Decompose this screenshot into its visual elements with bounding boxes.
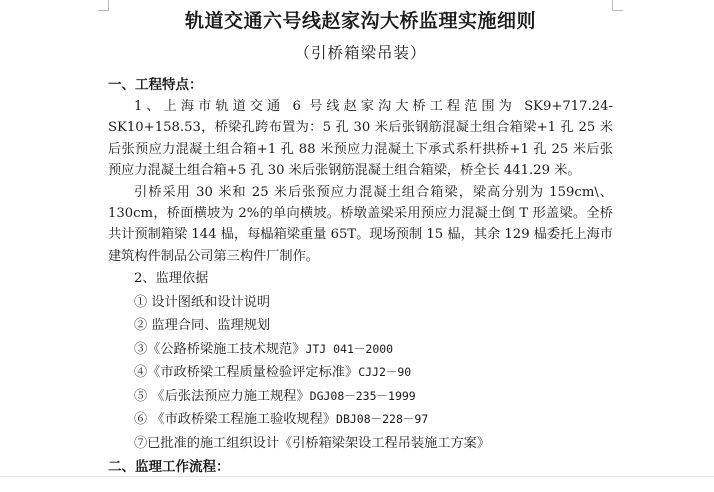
standard-code: DGJ08－235－1999 — [309, 388, 416, 403]
basis-item: ④《市政桥梁工程质量检验评定标准》CJJ2－90 — [134, 365, 412, 381]
basis-item: ② 监理合同、监理规划 — [134, 318, 271, 334]
basis-item: ⑥ 《市政桥梁工程施工验收规程》DBJ08－228－97 — [134, 412, 429, 428]
document-subtitle: （引桥箱梁吊装） — [294, 44, 427, 62]
page-bottom-rule — [0, 476, 714, 477]
basis-item: ① 设计图纸和设计说明 — [134, 294, 271, 310]
document-page — [108, 6, 613, 478]
page-corner-mark-right — [612, 0, 623, 11]
paragraph-approach-spans: 引桥采用 30 米和 25 米后张预应力混凝土组合箱梁，梁高分别为 159cm\、130cm，桥面横坡为 2%的单向横坡。桥墩盖梁采用预应力混凝土倒 T 形盖梁。全桥共计预制箱梁 144 榀，每榀箱梁重量 65T。现场预制 15 榀，其余 129 榀委托上海市建筑构件制品公司第三构件厂制作。 — [108, 184, 613, 264]
section-heading-features: 一、工程特点： — [108, 77, 203, 93]
subsection-heading-basis: 2、监理依据 — [134, 271, 209, 287]
standard-code: CJJ2－90 — [358, 365, 412, 380]
basis-item: ⑦已批准的施工组织设计《引桥箱梁架设工程吊装施工方案》 — [134, 435, 491, 451]
standard-code: DBJ08－228－97 — [336, 412, 429, 427]
basis-item: ⑤ 《后张法预应力施工规程》DGJ08－235－1999 — [134, 388, 416, 404]
paragraph-scope: 1、上海市轨道交通 6 号线赵家沟大桥工程范围为 SK9+717.24-SK10+158.53，桥梁孔跨布置为：5 孔 30 米后张钢筋混凝土组合箱梁+1 孔 25 米后张预应力混凝土组合箱+1 孔 88 米预应力混凝土下承式系杆拱桥+1 孔 25 米后张预应力混凝土组合箱+5 孔 30 米后张钢筋混凝土组合箱梁，桥全长 441.29 米。 — [108, 99, 613, 179]
basis-item: ③《公路桥梁施工技术规范》JTJ 041－2000 — [134, 341, 394, 357]
standard-code: JTJ 041－2000 — [305, 341, 394, 356]
document-title: 轨道交通六号线赵家沟大桥监理实施细则 — [184, 10, 536, 32]
section-heading-workflow: 二、监理工作流程： — [108, 459, 230, 476]
